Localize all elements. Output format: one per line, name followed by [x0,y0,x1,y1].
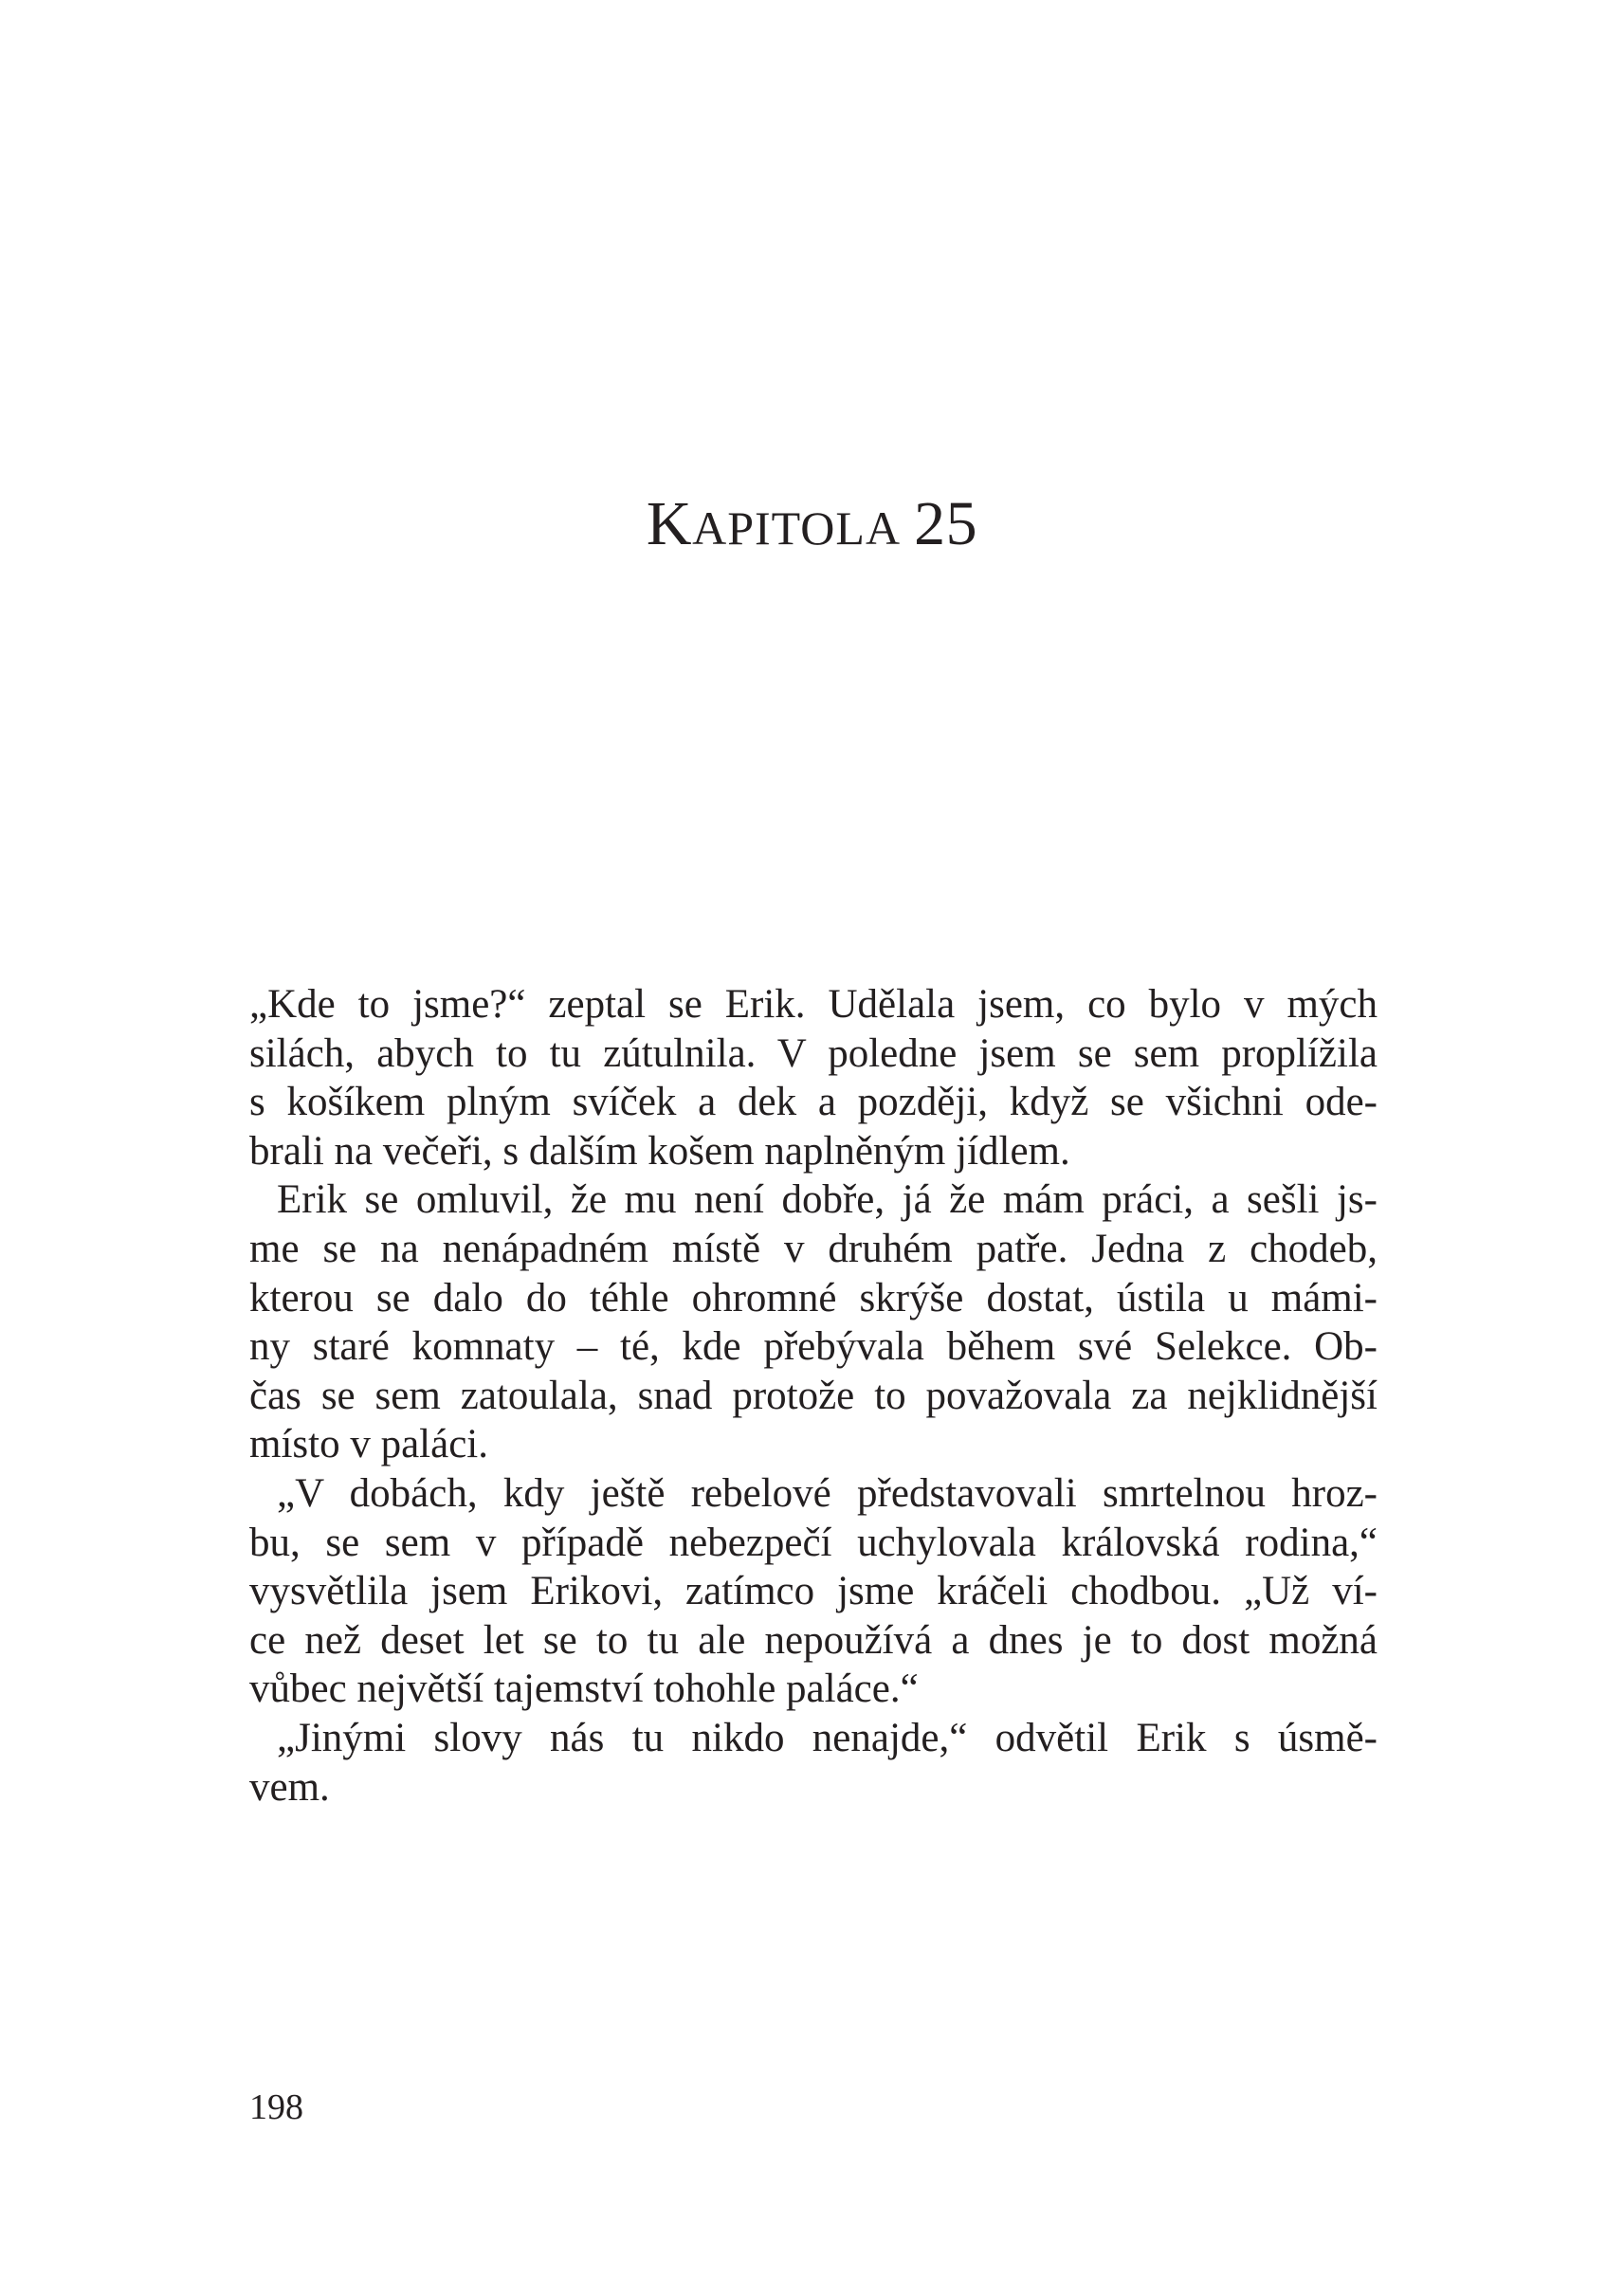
paragraph [249,1469,1378,1714]
text-line: ce než deset let se to tu ale nepoužívá a dnes je to dost možná [249,1617,1378,1663]
text-line: „Jinými slovy nás tu nikdo nenajde,“ odvětil Erik s úsmě- [277,1715,1378,1760]
text-line: vůbec největší tajemství tohohle paláce.“ [249,1667,919,1712]
paragraph [249,1714,1378,1812]
chapter-number: 25 [914,489,978,558]
chapter-body [249,980,1378,1812]
paragraph [249,1175,1378,1469]
paragraph [249,980,1378,1175]
text-line: ny staré komnaty – té, kde přebývala během své Selekce. Ob- [249,1324,1378,1370]
text-line: vysvětlila jsem Erikovi, zatímco jsme kráčeli chodbou. „Už ví- [249,1569,1378,1614]
text-line: me se na nenápadném místě v druhém patře. Jedna z chodeb, [249,1226,1378,1271]
text-line: „V dobách, kdy ještě rebelové představovali smrtelnou hroz- [277,1470,1378,1516]
text-line: místo v paláci. [249,1422,488,1467]
text-line: vem. [249,1764,330,1810]
text-line: Erik se omluvil, že mu není dobře, já že mám práci, a sešli js- [277,1177,1378,1223]
page-number: 198 [249,2087,303,2127]
text-line: „Kde to jsme?“ zeptal se Erik. Udělala jsem, co bylo v mých [249,982,1378,1027]
text-line: čas se sem zatoulala, snad protože to považovala za nejklidnější [249,1373,1378,1418]
text-line: kterou se dalo do téhle ohromné skrýše dostat, ústila u mámi- [249,1275,1378,1321]
chapter-title-rest: APITOLA [692,501,902,555]
text-line: silách, abych to tu zútulnila. V poledne jsem se sem proplížila [249,1030,1378,1076]
chapter-title [0,491,1624,561]
chapter-title-initial: K [646,489,693,558]
text-line: brali na večeři, s dalším košem naplněným jídlem. [249,1128,1070,1174]
text-line: bu, se sem v případě nebezpečí uchylovala královská rodina,“ [249,1520,1378,1565]
text-line: s košíkem plným svíček a dek a později, když se všichni ode- [249,1080,1378,1125]
